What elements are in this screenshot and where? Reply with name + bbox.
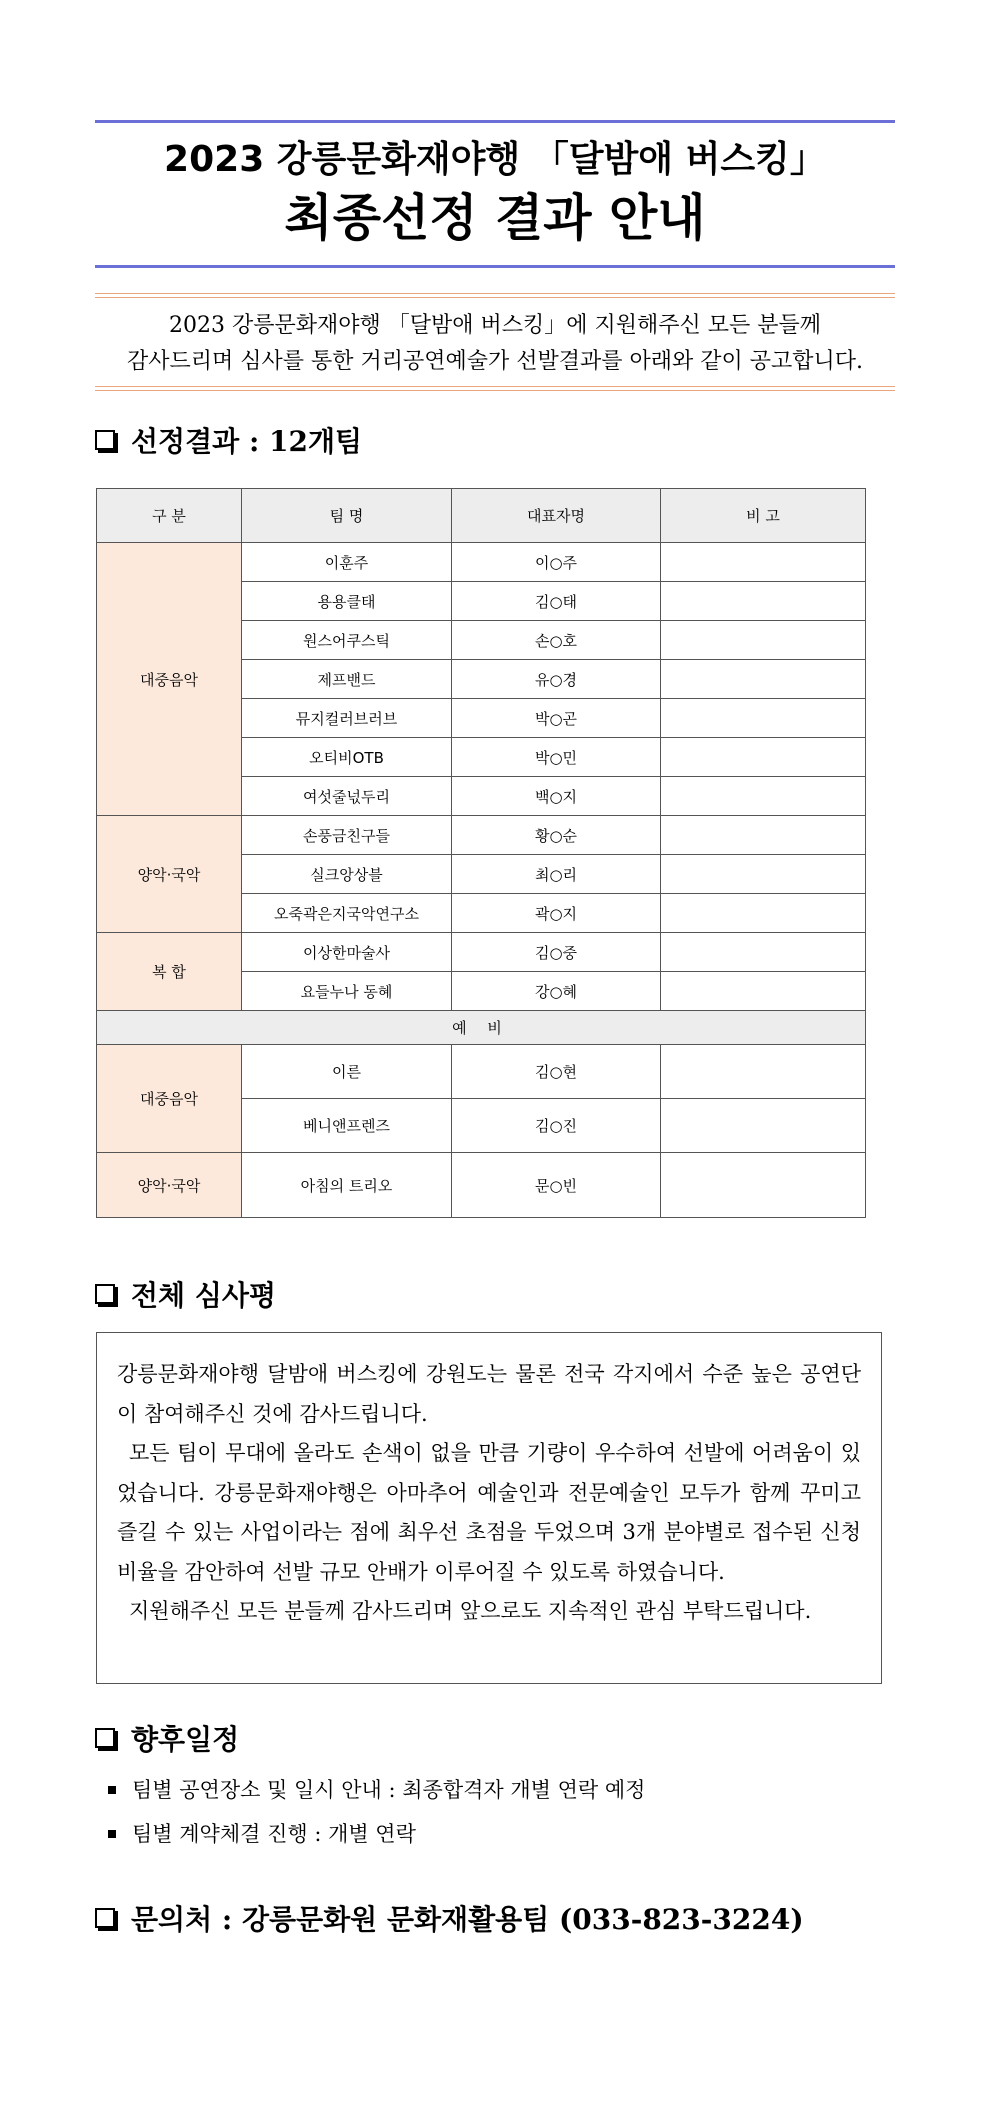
team-cell: 용용클태 bbox=[242, 582, 452, 621]
list-item: 팀별 계약체결 진행 : 개별 연락 bbox=[108, 1812, 645, 1856]
rep-cell: 곽○지 bbox=[452, 894, 661, 933]
section-review-heading: 전체 심사평 bbox=[95, 1274, 276, 1314]
team-cell: 손풍금친구들 bbox=[242, 816, 452, 855]
note-cell bbox=[661, 972, 866, 1011]
review-box bbox=[96, 1332, 882, 1684]
note-cell bbox=[661, 855, 866, 894]
rep-cell: 강○혜 bbox=[452, 972, 661, 1011]
section-contact-heading: 문의처 : 강릉문화원 문화재활용팀 (033-823-3224) bbox=[95, 1898, 804, 1938]
review-paragraph-3: 지원해주신 모든 분들께 감사드리며 앞으로도 지속적인 관심 부탁드립니다. bbox=[129, 1599, 812, 1623]
note-cell bbox=[661, 1153, 866, 1218]
team-cell: 뮤지컬러브러브 bbox=[242, 699, 452, 738]
note-cell bbox=[661, 699, 866, 738]
category-cell: 양악·국악 bbox=[97, 816, 242, 933]
intro-line-1: 2023 강릉문화재야행 「달밤애 버스킹」에 지원해주신 모든 분들께 bbox=[169, 313, 821, 338]
rep-cell: 백○지 bbox=[452, 777, 661, 816]
square-bullet-icon bbox=[108, 1830, 116, 1838]
note-cell bbox=[661, 777, 866, 816]
note-cell bbox=[661, 933, 866, 972]
rep-cell: 손○호 bbox=[452, 621, 661, 660]
table-row bbox=[97, 1153, 866, 1218]
section-schedule-heading: 향후일정 bbox=[95, 1718, 239, 1758]
intro-bottom-rule bbox=[95, 386, 895, 391]
team-cell: 오티비OTB bbox=[242, 738, 452, 777]
list-item: 팀별 공연장소 및 일시 안내 : 최종합격자 개별 연락 예정 bbox=[108, 1768, 645, 1812]
table-row bbox=[97, 933, 866, 972]
checkbox-bullet-icon bbox=[95, 430, 115, 450]
rep-cell: 최○리 bbox=[452, 855, 661, 894]
note-cell bbox=[661, 621, 866, 660]
table-row bbox=[97, 1045, 866, 1099]
note-cell bbox=[661, 1045, 866, 1099]
intro-block bbox=[95, 293, 895, 391]
rep-cell: 김○진 bbox=[452, 1099, 661, 1153]
title-block bbox=[95, 120, 895, 268]
rep-cell: 문○빈 bbox=[452, 1153, 661, 1218]
intro-line-2: 감사드리며 심사를 통한 거리공연예술가 선발결과를 아래와 같이 공고합니다. bbox=[126, 349, 863, 374]
reserve-row bbox=[97, 1011, 866, 1045]
header-rep: 대표자명 bbox=[452, 489, 661, 543]
reserve-label: 예 비 bbox=[97, 1011, 866, 1045]
table-row bbox=[97, 816, 866, 855]
note-cell bbox=[661, 816, 866, 855]
team-cell: 이른 bbox=[242, 1045, 452, 1099]
rep-cell: 박○민 bbox=[452, 738, 661, 777]
note-cell bbox=[661, 660, 866, 699]
team-cell: 제프밴드 bbox=[242, 660, 452, 699]
table-header-row bbox=[97, 489, 866, 543]
review-paragraph-2: 모든 팀이 무대에 올라도 손색이 없을 만큼 기량이 우수하여 선발에 어려움이 있었습니다. 강릉문화재야행은 아마추어 예술인과 전문예술인 모두가 함께 꾸미고 즐길 수 있는 사업이라는 점에 최우선 초점을 두었으며 3개 분야별로 접수된 신청 비율을 감안하여 선발 규모 안배가 이루어질 수 있도록 하였습니다. bbox=[117, 1441, 861, 1584]
rep-cell: 유○경 bbox=[452, 660, 661, 699]
schedule-list bbox=[108, 1768, 645, 1856]
checkbox-bullet-icon bbox=[95, 1728, 115, 1748]
team-cell: 이상한마술사 bbox=[242, 933, 452, 972]
team-cell: 실크앙상블 bbox=[242, 855, 452, 894]
rep-cell: 김○중 bbox=[452, 933, 661, 972]
team-cell: 이훈주 bbox=[242, 543, 452, 582]
header-team: 팀 명 bbox=[242, 489, 452, 543]
page-subtitle: 최종선정 결과 안내 bbox=[284, 189, 706, 247]
note-cell bbox=[661, 894, 866, 933]
note-cell bbox=[661, 543, 866, 582]
team-cell: 베니앤프렌즈 bbox=[242, 1099, 452, 1153]
section-result-heading: 선정결과 : 12개팀 bbox=[95, 420, 362, 460]
team-cell: 원스어쿠스틱 bbox=[242, 621, 452, 660]
result-table bbox=[96, 488, 866, 1218]
rep-cell: 황○순 bbox=[452, 816, 661, 855]
rep-cell: 김○현 bbox=[452, 1045, 661, 1099]
category-cell: 양악·국악 bbox=[97, 1153, 242, 1218]
title-top-rule bbox=[95, 120, 895, 123]
checkbox-bullet-icon bbox=[95, 1908, 115, 1928]
header-category: 구 분 bbox=[97, 489, 242, 543]
team-cell: 여섯줄넋두리 bbox=[242, 777, 452, 816]
rep-cell: 김○태 bbox=[452, 582, 661, 621]
title-bottom-rule bbox=[95, 265, 895, 268]
header-note: 비 고 bbox=[661, 489, 866, 543]
team-cell: 요들누나 동혜 bbox=[242, 972, 452, 1011]
table-row bbox=[97, 543, 866, 582]
page-title: 2023 강릉문화재야행 「달밤애 버스킹」 bbox=[164, 139, 826, 180]
rep-cell: 이○주 bbox=[452, 543, 661, 582]
team-cell: 오죽곽은지국악연구소 bbox=[242, 894, 452, 933]
review-paragraph-1: 강릉문화재야행 달밤애 버스킹에 강원도는 물론 전국 각지에서 수준 높은 공연단이 참여해주신 것에 감사드립니다. bbox=[117, 1362, 861, 1426]
note-cell bbox=[661, 738, 866, 777]
note-cell bbox=[661, 582, 866, 621]
team-cell: 아침의 트리오 bbox=[242, 1153, 452, 1218]
category-cell: 대중음악 bbox=[97, 543, 242, 816]
category-cell: 복 합 bbox=[97, 933, 242, 1011]
checkbox-bullet-icon bbox=[95, 1284, 115, 1304]
note-cell bbox=[661, 1099, 866, 1153]
rep-cell: 박○곤 bbox=[452, 699, 661, 738]
category-cell: 대중음악 bbox=[97, 1045, 242, 1153]
square-bullet-icon bbox=[108, 1786, 116, 1794]
